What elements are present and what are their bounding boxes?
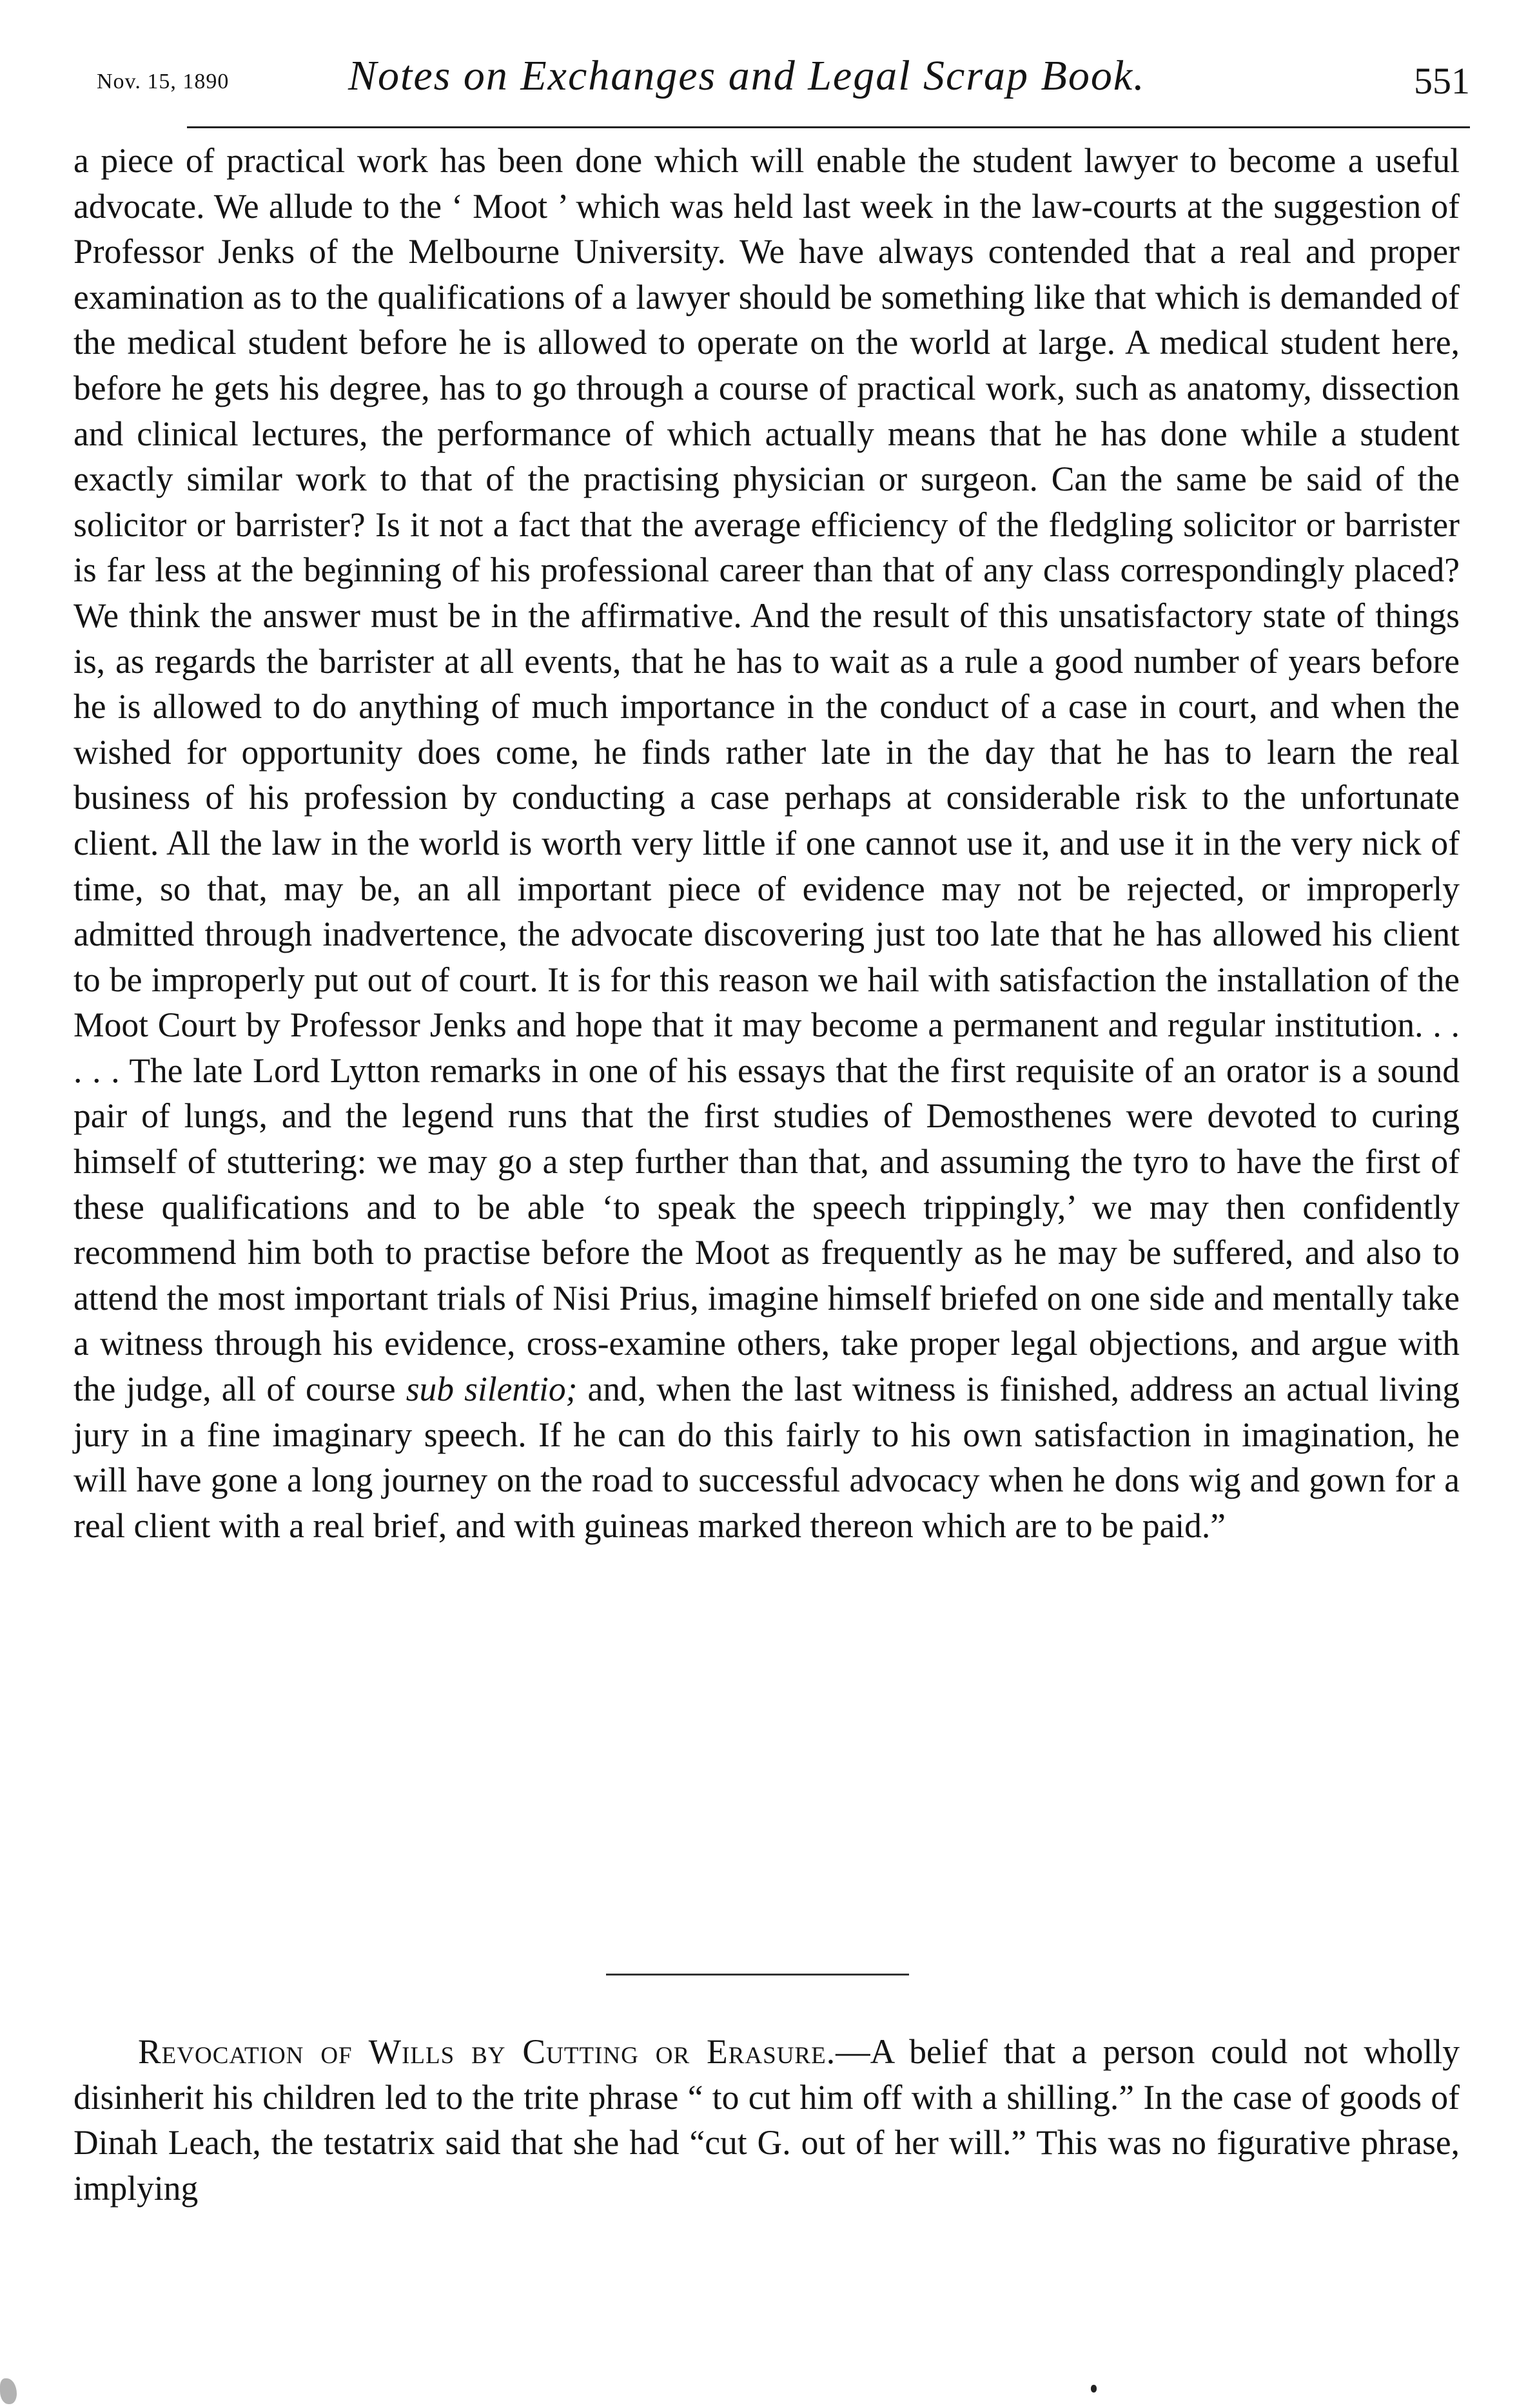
header-rule	[187, 126, 1470, 128]
article-paragraph	[73, 138, 1460, 1548]
running-header	[97, 45, 1470, 116]
paragraph-text: a piece of practical work has been done which will enable the student lawyer to become a useful advocate. We allude to the ‘ Moot ’ which was held last week in the law-courts at the suggestion of Professor Jenks of the Melbourne University. We have always contended that a real and proper examination as to the qualifications of a lawyer should be something like that which is demanded of the medical student before he is allowed to operate on the world at large. A medical student here, before he gets his degree, has to go through a course of practical work, such as anatomy, dissection and clinical lectures, the performance of which actually means that he has done while a student exactly similar work to that of the practising physician or surgeon. Can the same be said of the solicitor or barrister? Is it not a fact that the average efficiency of the fledgling solicitor or barrister is far less at the beginning of his professional career than that of any class correspondingly placed? We think the answer must be in the affirmative. And the result of this unsatisfactory state of things is, as regards the barrister at all events, that he has to wait as a rule a good number of years before he is allowed to do anything of much importance in the conduct of a case in court, and when the wished for opportunity does come, he finds rather late in the day that he has to learn the real business of his profession by conducting a case perhaps at considerable risk to the unfortunate client. All the law in the world is worth very little if one cannot use it, and use it in the very nick of time, so that, may be, an all important piece of evidence may not be rejected, or improperly admitted through inadvertence, the advocate discovering just too late that he has allowed his client to be improperly put out of court. It is for this reason we hail with satisfaction the installation of the Moot Court by Professor Jenks and hope that it may become a permanent and regular institution. . . . . . The late Lord Lytton remarks in one of his essays that the first requisite of an orator is a sound pair of lungs, and the legend runs that the first studies of Demosthenes were devoted to curing himself of stuttering: we may go a step further than that, and assuming the tyro to have the first of these qualifications and to be able ‘to speak the speech trippingly,’ we may then confidently recommend him both to practise before the Moot as frequently as he may be suffered, and also to attend the most important trials of Nisi Prius, imagine himself briefed on one side and mentally take a witness through his evidence, cross-examine others, take proper legal objections, and argue with the judge, all of course	[73, 141, 1460, 1409]
section-text: A belief that a person could not wholly disinherit his children led to the trite phrase “ to cut him off with a shilling.” In the case of goods of Dinah Leach, the testatrix said that she had “cut G. out of her will.” This was no figurative phrase, implying	[73, 2032, 1460, 2208]
page-number: 551	[1414, 60, 1470, 102]
header-date: Nov. 15, 1890	[97, 70, 230, 93]
main-article-text	[73, 138, 1460, 1548]
paragraph-end-text: and, when the last witness is finished, address an actual living jury in a fine imaginary speech. If he can do this fairly to his own satisfaction in imagination, he will have gone a long journey on the road to successful advocacy when he dons wig and gown for a real client with a real brief, and with guineas marked thereon which are to be paid.”	[73, 1370, 1460, 1545]
section-heading: Revocation of Wills by Cutting or Erasure.	[138, 2032, 836, 2071]
italic-phrase: sub silentio;	[406, 1370, 578, 1409]
next-article-paragraph	[73, 2029, 1460, 2211]
corner-smudge	[0, 2378, 17, 2404]
ink-speck	[1091, 2385, 1097, 2393]
header-title: Notes on Exchanges and Legal Scrap Book.	[348, 52, 1146, 99]
section-divider	[606, 1974, 909, 1976]
next-article	[73, 2029, 1460, 2211]
heading-dash: —	[836, 2032, 870, 2071]
